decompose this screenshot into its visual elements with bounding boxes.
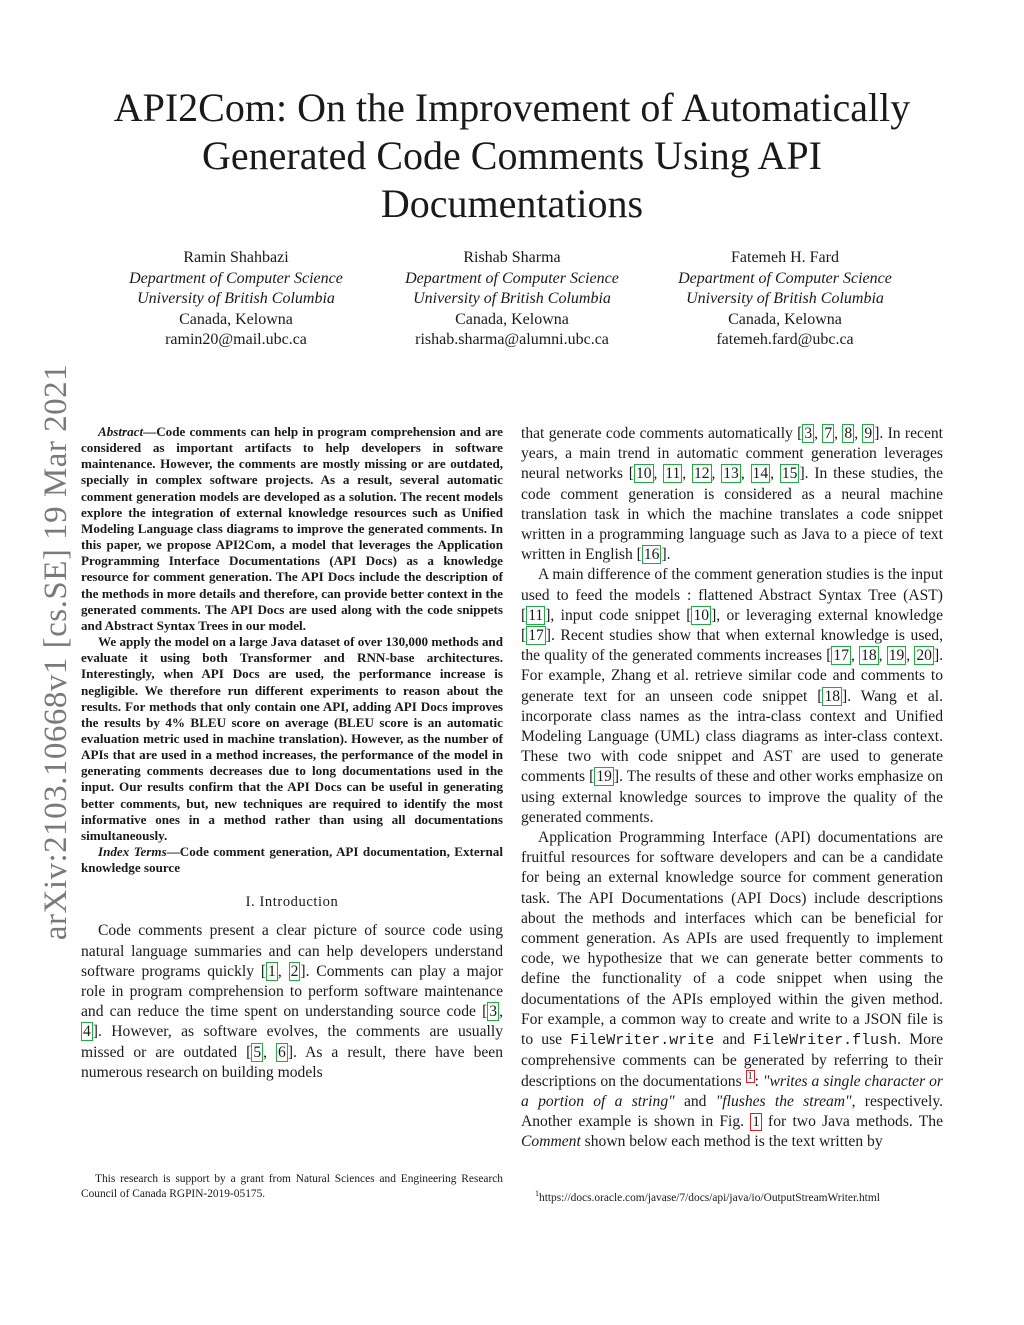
text-run: , respectively. Another example is shown in Fig. xyxy=(521,1092,943,1130)
text-run: ]. In these studies, the code comment generation is considered as a neural machine translation task in which the machine translates a code snippet written in a programming language such as Java to a piece of text written in English [ xyxy=(521,465,944,564)
author-location: Canada, Kelowna xyxy=(455,310,569,328)
citation-link[interactable]: 3 xyxy=(489,1003,498,1021)
author-email[interactable]: ramin20@mail.ubc.ca xyxy=(165,331,307,349)
text-run: ]. Comments can play a major role in program comprehension to perform software maintenance and can reduce the time spent on understanding source code [ xyxy=(81,962,503,1021)
citation-link[interactable]: 6 xyxy=(278,1043,286,1061)
citation-link[interactable]: 18 xyxy=(861,647,877,665)
citation-link[interactable]: 3 xyxy=(804,425,813,442)
text-run: . More comprehensive comments can be generated by referring to their descriptions on the documentations xyxy=(521,1031,943,1090)
citation-link[interactable]: 17 xyxy=(833,647,850,665)
text-run: ], or leveraging external knowledge [ xyxy=(521,606,944,645)
code-filewriter-write: FileWriter.write xyxy=(570,1032,715,1050)
right-column xyxy=(521,424,943,1152)
abstract-paragraph-1: —Code comments can help in program comprehension and are considered as important artifacts to help developers in software maintenance. However, the comments are mostly missing or are outdated, specially in complex software projects. As a result, several automatic comment generation models are developed as a solution. The recent models explore the integration of external knowledge resources such as Unified Modeling Language class diagrams to improve the generated comments. In this paper, we propose API2Com, a model that leverages the Application Programming Interface Documentations (API Docs) as a knowledge resource for comment generation. The API Docs include the description of the methods in more details and therefore, can provide better context in the generated comments. The API Docs are used along with the code snippets and Abstract Syntax Trees in our model. xyxy=(81,424,503,633)
footnote-mark: 1 xyxy=(535,1189,539,1198)
author-block xyxy=(96,248,376,351)
citation-link[interactable]: 4 xyxy=(83,1023,91,1041)
author-location: Canada, Kelowna xyxy=(728,310,842,328)
text-run: ]. However, as software evolves, the comments are usually missed or are outdated [ xyxy=(81,1023,503,1061)
text-run: that generate code comments automatically [ xyxy=(521,425,803,442)
author-block xyxy=(645,248,925,351)
author-location: Canada, Kelowna xyxy=(179,310,293,328)
text-run: ]. Recent studies show that when external knowledge is used, the quality of the generated comments increases [ xyxy=(521,627,943,665)
author-email[interactable]: fatemeh.fard@ubc.ca xyxy=(716,331,854,349)
citation-link[interactable]: 8 xyxy=(844,425,853,442)
text-run: ]. Wang et al. incorporate class names as the intra-class context and Unified Modeling Language (UML) class diagrams as inter-class context. These two with code snippet and AST are used to generate comments [ xyxy=(521,687,943,786)
citation-link[interactable]: 14 xyxy=(752,465,769,483)
text-run: ]. xyxy=(661,546,671,564)
author-email[interactable]: rishab.sharma@alumni.ubc.ca xyxy=(415,331,609,349)
footnote-link[interactable]: 1 xyxy=(747,1071,753,1083)
citation-link[interactable]: 9 xyxy=(864,425,873,442)
code-filewriter-flush: FileWriter.flush xyxy=(753,1032,898,1050)
author-univ: University of British Columbia xyxy=(686,290,884,308)
index-terms-label: Index Terms xyxy=(98,844,167,860)
footnote-url xyxy=(535,1186,1005,1206)
text-run: Application Programming Interface (API) documentations are fruitful resources for software developers and can be a candidate for being an external knowledge source for comment generation task. The API Documentations (API Docs) include descriptions about the methods and interfaces which can be beneficial for comment generation. As APIs are used frequently to implement code, we hypothesize that we can generate better comments to define the functionality of a code snippet when using the documentations of the APIs employed within the given method. For example, a common way to create and write to a JSON file is to use xyxy=(521,829,943,1049)
author-dept: Department of Computer Science xyxy=(678,269,892,287)
comment-term: Comment xyxy=(521,1133,581,1151)
paper-title: API2Com: On the Improvement of Automatically Generated Code Comments Using API Documentations xyxy=(113,85,911,226)
author-dept: Department of Computer Science xyxy=(129,269,343,287)
text-run: shown below each method is the text written by xyxy=(580,1133,883,1151)
author-univ: University of British Columbia xyxy=(137,290,335,308)
citation-link[interactable]: 12 xyxy=(693,465,710,483)
citation-link[interactable]: 18 xyxy=(824,687,841,705)
citation-link[interactable]: 11 xyxy=(528,606,544,624)
citation-link[interactable]: 20 xyxy=(916,647,932,665)
citation-link[interactable]: 1 xyxy=(268,962,276,980)
author-name: Fatemeh H. Fard xyxy=(731,249,839,266)
citation-link[interactable]: 17 xyxy=(528,627,544,645)
citation-link[interactable]: 7 xyxy=(824,425,833,442)
abstract xyxy=(81,424,503,876)
footnote-funding-text: This research is support by a grant from Natural Sciences and Engineering Research Council of Canada RGPIN-2019-05175. xyxy=(81,1173,503,1200)
figure-link[interactable]: 1 xyxy=(752,1113,760,1130)
author-name: Rishab Sharma xyxy=(463,249,561,266)
citation-link[interactable]: 10 xyxy=(693,606,710,624)
author-dept: Department of Computer Science xyxy=(405,269,619,287)
quote-flush: "flushes the stream" xyxy=(715,1092,852,1110)
intro-body-continued: that generate code comments automatically [ 3 , 7 , 8 , 9 ]. In recent years, a main trend in automatic comment generation leverages neural networks [ 10 , 11 , 12 , 13 , 14 , 15 ]. In these studies, the code comment generation is considered as a neural machine translation task in which the machine translates a code snippet written in a programming language such as Java to a piece of text written in English [ 16 ]. A main difference of the comment generation studies is the input used to feed the models : flattened Abstract Syntax Tree (AST) [ 11 ], input code snippet [ 10 ], or leveraging external knowledge [ 17 ]. Recent studies show that when external knowledge is used, the quality of the generated comments increases [ 17 , 18 , 19 , 20 ]. For example, Zhang et al. retrieve similar code and comments to generate text for an unseen code snippet [ 18 ]. Wang et al. incorporate class names as the intra-class context and Unified Modeling Language (UML) class diagrams as inter-class context. These two with code snippet and AST are used to generate comments [ 19 ]. The results of these and other works emphasize on using external knowledge sources to improve the quality of the generated comments. Application Programming Interface (API) documentations are fruitful resources for software developers and can be a candidate for being an external knowledge source for comment generation task. The API Documentations (API Docs) include descriptions about the methods and interfaces which can be beneficial for comment generation. As APIs are used frequently to implement code, we hypothesize that we can generate better comments to define the functionality of a code snippet when using the documentations of the APIs employed within the given method. For example, a common way to create and write to a JSON file is to use FileWriter.write and FileWriter.flush. More comprehensive comments can be generated by referring to their descriptions on the documentations $^1$ : "writes a single character or a portion of a string" and "flushes the stream", respectively. Another example is shown in Fig. 1 for two Java methods. The Comment shown below each method is the text written by xyxy=(521,425,944,1151)
citation-link[interactable]: 15 xyxy=(781,465,798,483)
intro-body: Code comments present a clear picture of source code using natural language summaries and can help developers understand software programs quickly [ 1 , 2 ]. Comments can play a major role in program comprehension to perform software maintenance and can reduce the time spent on understanding source code [ 3 , 4 ]. However, as software evolves, the comments are usually missed or are outdated [ 5 , 6 ]. As a result, there have been numerous research on building models xyxy=(81,922,504,1081)
author-block xyxy=(372,248,652,351)
index-terms: —Code comment generation, API documentation, External knowledge source xyxy=(81,844,503,876)
text-run: A main difference of the comment generation studies is the input used to feed the models : flattened Abstract Syntax Tree (AST) [ xyxy=(521,566,943,624)
text-run: : xyxy=(754,1072,763,1090)
text-run: ], input code snippet [ xyxy=(545,606,692,624)
abstract-paragraph-2: We apply the model on a large Java dataset of over 130,000 methods and evaluate it using both Transformer and RNN-base architectures. Interestingly, when API Docs are used, the performance increase is negligible. We therefore run different experiments to reason about the results. For methods that only contain one API, adding API Docs improves the results by 4% BLEU score on average (BLEU score is an automatic evaluation metric used in machine translation). However, as the number of APIs that are used in a method increases, the performance of the model in generating comments decreases due to long documentations used in the input. Our results confirm that the API Docs can be useful in generating better comments, but, new techniques are required to identify the most informative ones in a method rather than using all documentations simultaneously. xyxy=(81,634,503,843)
text-run: ]. As a result, there have been numerous research on building models xyxy=(81,1043,504,1081)
text-run: for two Java methods. The xyxy=(761,1112,943,1130)
citation-link[interactable]: 5 xyxy=(253,1043,262,1061)
text-run: ]. For example, Zhang et al. retrieve similar code and comments to generate text for an unseen code snippet [ xyxy=(521,647,944,705)
author-univ: University of British Columbia xyxy=(413,290,611,308)
text-run: and xyxy=(674,1092,716,1110)
footnote-url-link[interactable]: https://docs.oracle.com/javase/7/docs/api/java/io/OutputStreamWriter.html xyxy=(539,1191,880,1204)
abstract-label: Abstract xyxy=(98,424,144,439)
text-run: ]. In recent years, a main trend in automatic comment generation leverages neural networks [ xyxy=(521,425,944,483)
citation-link[interactable]: 2 xyxy=(290,962,299,980)
left-column xyxy=(81,424,503,1083)
text-run: and xyxy=(714,1031,754,1049)
text-run: ]. The results of these and other works emphasize on using external knowledge sources to improve the quality of the generated comments. xyxy=(521,768,943,826)
section-heading: I. Introduction xyxy=(245,894,339,911)
citation-link[interactable]: 11 xyxy=(665,465,681,483)
citation-link[interactable]: 13 xyxy=(723,465,739,483)
quote-write: "writes a single character or a portion of a string" xyxy=(521,1072,943,1110)
citation-link[interactable]: 16 xyxy=(643,546,660,564)
footnote-funding xyxy=(81,1172,503,1202)
citation-link[interactable]: 19 xyxy=(596,768,612,786)
citation-link[interactable]: 19 xyxy=(888,647,905,665)
arxiv-stamp: arXiv:2103.10668v1 [cs.SE] 19 Mar 2021 xyxy=(38,363,74,941)
author-name: Ramin Shahbazi xyxy=(183,249,289,266)
text-run: Code comments present a clear picture of source code using natural language summaries and can help developers understand software programs quickly [ xyxy=(81,922,503,980)
citation-link[interactable]: 10 xyxy=(635,465,652,483)
